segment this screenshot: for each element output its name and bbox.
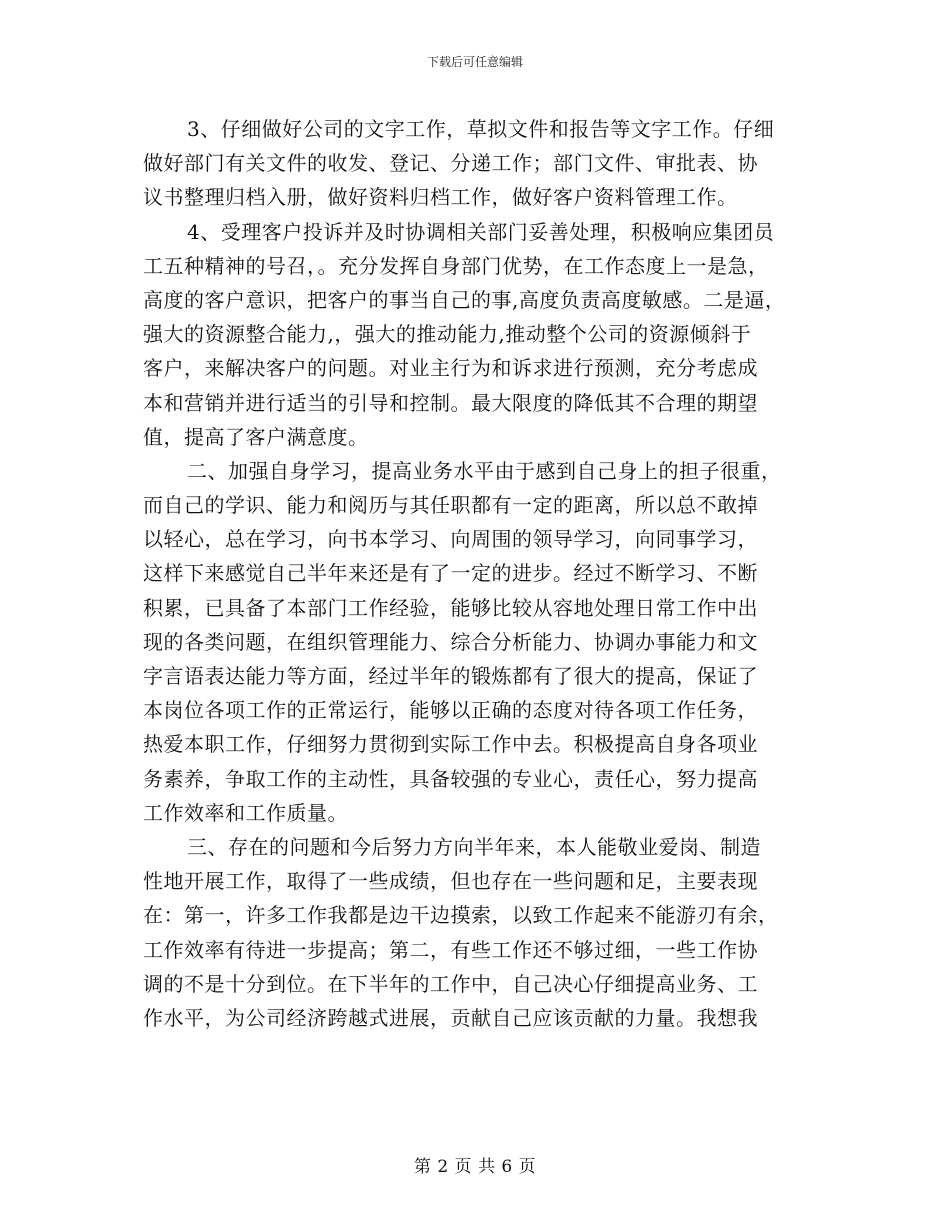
text-line: 本和营销并进行适当的引导和控制。最大限度的降低其不合理的期望 [143,390,758,415]
text-line: 客户，来解决客户的问题。对业主行为和诉求进行预测，充分考虑成 [143,356,758,381]
text-line: 性地开展工作，取得了一些成绩，但也存在一些问题和足，主要表现 [143,869,758,894]
text-line: 二、加强自身学习，提高业务水平由于感到自己身上的担子很重， [187,458,782,483]
text-line: 议书整理归档入册，做好资料归档工作，做好客户资料管理工作。 [143,185,738,210]
paragraph-section-2 [143,454,815,830]
text-line: 以轻心，总在学习，向书本学习、向周围的领导学习，向同事学习， [143,527,758,552]
text-line: 强大的资源整合能力,，强大的推动能力,推动整个公司的资源倾斜于 [143,322,752,347]
text-line: 调的不是十分到位。在下半年的工作中，自己决心仔细提高业务、工 [143,971,758,996]
page-header: 下载后可任意编辑 [426,55,523,69]
text-line: 积累，已具备了本部门工作经验，能够比较从容地处理日常工作中出 [143,595,758,620]
text-line: 高度的客户意识，把客户的事当自己的事,高度负责高度敏感。二是逼， [143,287,786,312]
text-line: 务素养，争取工作的主动性，具备较强的专业心，责任心，努力提高 [143,766,758,791]
text-line: 本岗位各项工作的正常运行，能够以正确的态度对待各项工作任务， [143,698,758,723]
paragraph-item-3 [143,112,815,215]
text-line: 3、仔细做好公司的文字工作，草拟文件和报告等文字工作。仔细 [187,117,775,141]
paragraph-section-3 [143,830,815,1035]
text-line: 工作效率和工作质量。 [143,800,348,825]
text-line: 三、存在的问题和今后努力方向半年来，本人能敬业爱岗、制造 [187,834,761,859]
page-number: 第 2 页 共 6 页 [413,1157,537,1177]
paragraph-item-4 [143,215,815,454]
text-line: 字言语表达能力等方面，经过半年的锻炼都有了很大的提高，保证了 [143,664,758,688]
text-line: 在：第一，许多工作我都是边干边摸索，以致工作起来不能游刃有余， [143,903,779,928]
text-line: 工五种精神的号召，。充分发挥自身部门优势，在工作态度上一是急， [143,253,769,278]
text-line: 值，提高了客户满意度。 [143,424,369,449]
text-line: 4、受理客户投诉并及时协调相关部门妥善处理，积极响应集团员 [187,219,775,244]
text-line: 现的各类问题，在组织管理能力、综合分析能力、协调办事能力和文 [143,629,758,654]
text-line: 工作效率有待进一步提高；第二，有些工作还不够过细，一些工作协 [143,937,758,962]
document-body [143,112,815,1035]
text-line: 做好部门有关文件的收发、登记、分递工作；部门文件、审批表、协 [143,151,758,176]
text-line: 这样下来感觉自己半年来还是有了一定的进步。经过不断学习、不断 [143,561,758,586]
text-line: 而自己的学识、能力和阅历与其任职都有一定的距离，所以总不敢掉 [143,493,758,518]
text-line: 作水平，为公司经济跨越式进展，贡献自己应该贡献的力量。我想我 [143,1005,758,1030]
text-line: 热爱本职工作，仔细努力贯彻到实际工作中去。积极提高自身各项业 [143,732,758,757]
